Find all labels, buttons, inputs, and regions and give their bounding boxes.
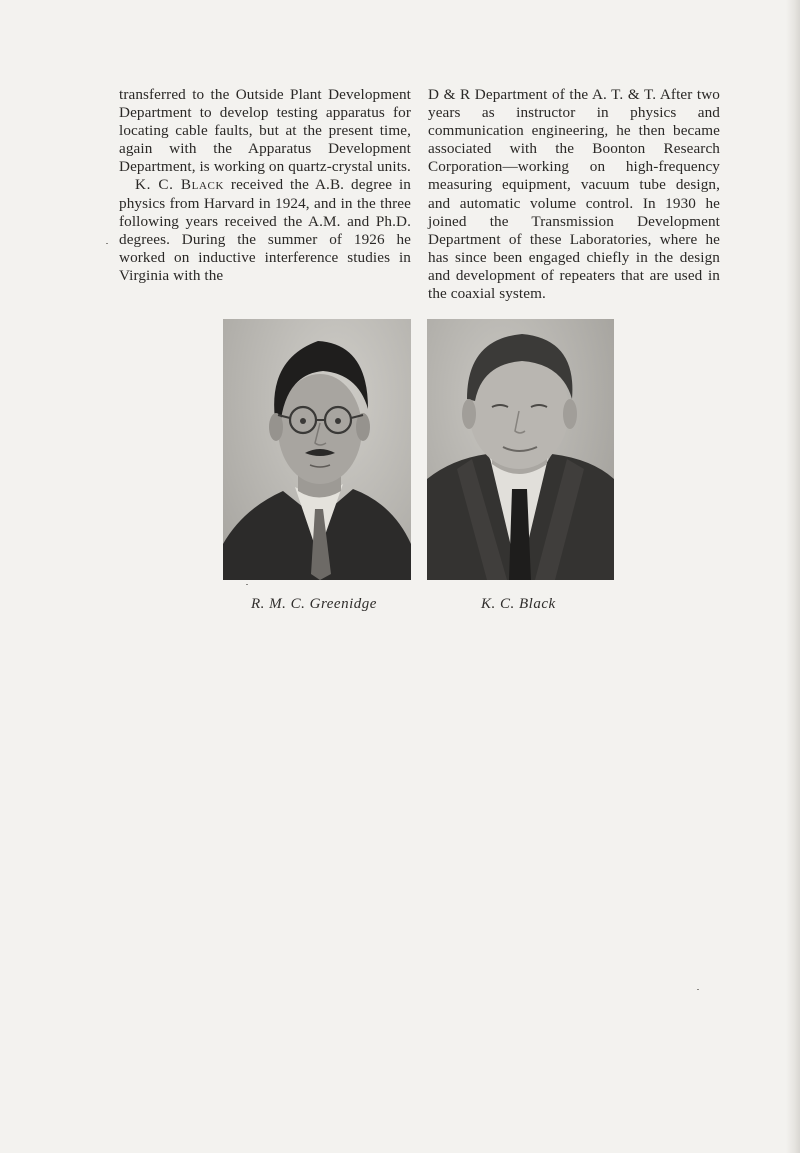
black-name: K. C. Black bbox=[135, 176, 224, 194]
black-bio-text: received the A.B. degree in physics from Harvard in 1924, and in the three following years received the A.M. and Ph.D. degrees. During the summer of 1926 he worked on inductive interference studies in Virginia with the bbox=[119, 176, 411, 284]
photo-caption-greenidge: R. M. C. Greenidge bbox=[251, 596, 377, 612]
scan-speck bbox=[106, 243, 108, 244]
paragraph-black-bio-continued: D & R Department of the A. T. & T. After two years as instructor in physics and communication engineering, he then became associated with the Boonton Research Corporation—working on high-frequency measuring equipment, vacuum tube design, and automatic volume control. In 1930 he joined the Transmission Development Department of these Laboratories, where he has since been engaged chiefly in the design and development of repeaters that are used in the coaxial system. bbox=[428, 86, 720, 303]
paragraph-black-bio bbox=[119, 176, 411, 285]
portrait-photo-black bbox=[427, 319, 614, 580]
article-column-right bbox=[428, 86, 720, 303]
photo-caption-black: K. C. Black bbox=[481, 596, 556, 612]
portrait-black-image bbox=[427, 319, 614, 580]
scan-speck bbox=[697, 989, 699, 990]
portrait-greenidge-image bbox=[223, 319, 411, 580]
paragraph-greenidge-continued: transferred to the Outside Plant Development Department to develop testing apparatus for locating cable faults, but at the present time, again with the Apparatus Development Department, is working on quartz-crystal units. bbox=[119, 86, 411, 176]
portrait-photo-greenidge bbox=[223, 319, 411, 580]
page-edge bbox=[786, 0, 800, 1153]
article-column-left bbox=[119, 86, 411, 285]
scan-speck bbox=[246, 584, 248, 585]
